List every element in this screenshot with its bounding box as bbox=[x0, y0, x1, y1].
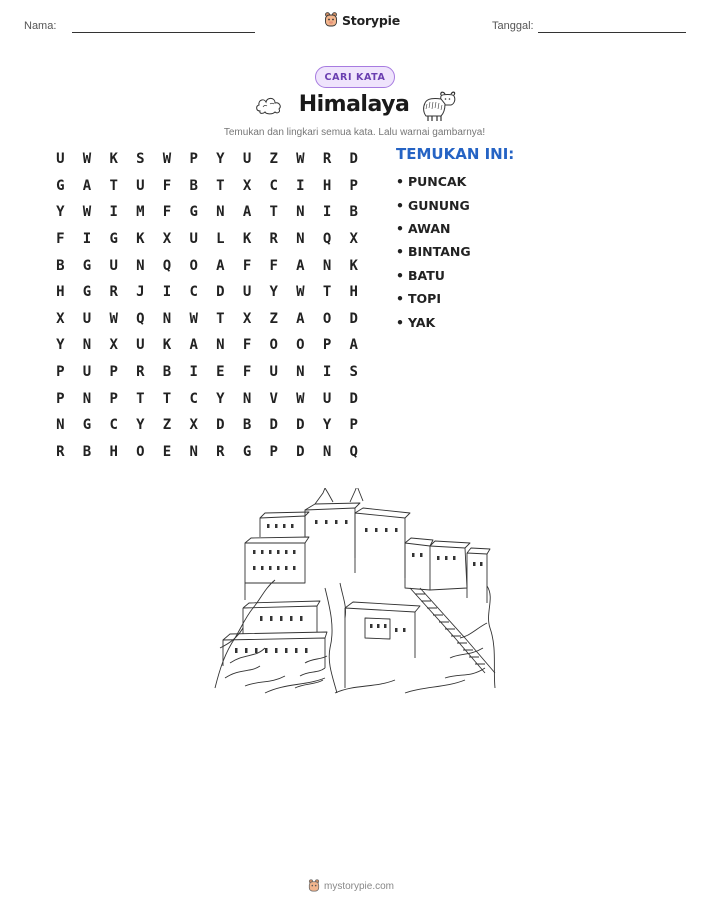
grid-cell[interactable]: G bbox=[82, 284, 92, 301]
grid-cell[interactable]: K bbox=[162, 337, 172, 354]
date-line[interactable] bbox=[538, 32, 686, 33]
grid-cell[interactable]: W bbox=[189, 310, 198, 327]
word-list-item bbox=[396, 240, 471, 263]
grid-cell[interactable]: C bbox=[189, 390, 198, 407]
grid-cell[interactable]: G bbox=[82, 417, 92, 434]
grid-row bbox=[47, 332, 367, 359]
grid-cell[interactable]: V bbox=[269, 390, 278, 407]
grid-cell[interactable]: O bbox=[136, 443, 145, 460]
grid-cell[interactable]: B bbox=[56, 257, 65, 274]
grid-cell[interactable]: P bbox=[109, 390, 118, 407]
grid-cell[interactable]: W bbox=[82, 151, 92, 168]
grid-cell[interactable]: U bbox=[189, 231, 198, 248]
grid-cell[interactable]: D bbox=[349, 390, 358, 407]
grid-cell[interactable]: H bbox=[322, 177, 332, 194]
grid-cell[interactable]: X bbox=[349, 231, 358, 248]
palace-illustration bbox=[205, 488, 505, 698]
grid-cell[interactable]: A bbox=[242, 204, 252, 221]
grid-cell[interactable]: N bbox=[322, 257, 332, 274]
grid-cell[interactable]: F bbox=[242, 364, 252, 381]
grid-cell[interactable]: I bbox=[322, 364, 332, 381]
grid-cell[interactable]: A bbox=[82, 177, 92, 194]
grid-row bbox=[47, 226, 367, 253]
grid-cell[interactable]: F bbox=[162, 204, 172, 221]
grid-cell[interactable]: D bbox=[216, 284, 225, 301]
grid-cell[interactable]: N bbox=[162, 310, 172, 327]
bullet-icon: • bbox=[396, 174, 404, 190]
grid-cell[interactable]: C bbox=[269, 177, 278, 194]
grid-cell[interactable]: M bbox=[136, 204, 145, 221]
grid-cell[interactable]: C bbox=[109, 417, 118, 434]
grid-cell[interactable]: A bbox=[216, 257, 225, 274]
grid-cell[interactable]: D bbox=[349, 310, 358, 327]
grid-cell[interactable]: N bbox=[82, 390, 92, 407]
name-label: Nama: bbox=[24, 20, 57, 32]
grid-cell[interactable]: T bbox=[216, 177, 225, 194]
bullet-icon: • bbox=[396, 220, 404, 236]
grid-cell[interactable]: P bbox=[322, 337, 332, 354]
grid-cell[interactable]: K bbox=[242, 231, 252, 248]
grid-cell[interactable]: K bbox=[109, 151, 118, 168]
yak-icon bbox=[421, 90, 457, 122]
grid-cell[interactable]: P bbox=[109, 364, 118, 381]
grid-cell[interactable]: I bbox=[189, 364, 198, 381]
grid-row bbox=[47, 173, 367, 200]
grid-cell[interactable]: S bbox=[136, 151, 145, 168]
grid-cell[interactable]: P bbox=[189, 151, 198, 168]
word-label: GUNUNG bbox=[408, 197, 470, 213]
grid-cell[interactable]: D bbox=[296, 417, 305, 434]
word-label: PUNCAK bbox=[408, 174, 467, 190]
grid-cell[interactable]: A bbox=[296, 257, 305, 274]
word-search-grid[interactable] bbox=[47, 146, 367, 465]
grid-cell[interactable]: Q bbox=[349, 443, 358, 460]
grid-cell[interactable]: T bbox=[136, 390, 145, 407]
word-label: BINTANG bbox=[408, 244, 471, 260]
grid-cell[interactable]: U bbox=[136, 337, 145, 354]
grid-cell[interactable]: N bbox=[322, 443, 332, 460]
grid-cell[interactable]: F bbox=[56, 231, 65, 248]
grid-cell[interactable]: N bbox=[296, 204, 305, 221]
grid-cell[interactable]: D bbox=[216, 417, 225, 434]
grid-cell[interactable]: R bbox=[109, 284, 118, 301]
grid-cell[interactable]: O bbox=[322, 310, 332, 327]
grid-cell[interactable]: Z bbox=[269, 151, 278, 168]
grid-cell[interactable]: Q bbox=[322, 231, 332, 248]
grid-cell[interactable]: Y bbox=[216, 151, 225, 168]
grid-cell[interactable]: R bbox=[269, 231, 278, 248]
grid-cell[interactable]: N bbox=[136, 257, 145, 274]
grid-cell[interactable]: B bbox=[349, 204, 358, 221]
grid-cell[interactable]: C bbox=[189, 284, 198, 301]
grid-cell[interactable]: W bbox=[162, 151, 172, 168]
grid-cell[interactable]: Z bbox=[162, 417, 172, 434]
bullet-icon: • bbox=[396, 197, 404, 213]
grid-cell[interactable]: A bbox=[349, 337, 358, 354]
grid-cell[interactable]: B bbox=[189, 177, 198, 194]
grid-cell[interactable]: I bbox=[322, 204, 332, 221]
grid-cell[interactable]: X bbox=[162, 231, 172, 248]
grid-cell[interactable]: U bbox=[269, 364, 278, 381]
grid-cell[interactable]: Y bbox=[56, 204, 65, 221]
grid-cell[interactable]: S bbox=[349, 364, 358, 381]
grid-cell[interactable]: O bbox=[269, 337, 278, 354]
grid-cell[interactable]: W bbox=[296, 151, 305, 168]
grid-cell[interactable]: X bbox=[109, 337, 118, 354]
word-list bbox=[396, 170, 471, 334]
grid-cell[interactable]: R bbox=[216, 443, 225, 460]
grid-cell[interactable]: H bbox=[56, 284, 65, 301]
storypie-mascot-icon bbox=[308, 879, 320, 893]
grid-cell[interactable]: P bbox=[56, 390, 65, 407]
storypie-mascot-icon bbox=[324, 12, 338, 28]
grid-cell[interactable]: R bbox=[56, 443, 65, 460]
grid-cell[interactable]: N bbox=[216, 337, 225, 354]
grid-cell[interactable]: P bbox=[349, 417, 358, 434]
grid-cell[interactable]: O bbox=[296, 337, 305, 354]
grid-cell[interactable]: P bbox=[56, 364, 65, 381]
grid-cell[interactable]: I bbox=[82, 231, 92, 248]
grid-cell[interactable]: X bbox=[242, 310, 252, 327]
grid-cell[interactable]: J bbox=[136, 284, 145, 301]
grid-cell[interactable]: W bbox=[109, 310, 118, 327]
grid-cell[interactable]: F bbox=[242, 257, 252, 274]
grid-cell[interactable]: D bbox=[349, 151, 358, 168]
word-list-item bbox=[396, 193, 471, 216]
word-label: AWAN bbox=[408, 220, 451, 236]
grid-cell[interactable]: T bbox=[162, 390, 172, 407]
grid-cell[interactable]: N bbox=[242, 390, 252, 407]
grid-cell[interactable]: R bbox=[136, 364, 145, 381]
instructions bbox=[0, 127, 709, 138]
grid-cell[interactable]: N bbox=[216, 204, 225, 221]
word-list-item bbox=[396, 287, 471, 310]
brand-name: Storypie bbox=[342, 12, 400, 28]
grid-cell[interactable]: Y bbox=[56, 337, 65, 354]
grid-cell[interactable]: N bbox=[82, 337, 92, 354]
grid-cell[interactable]: U bbox=[56, 151, 65, 168]
grid-cell[interactable]: R bbox=[322, 151, 332, 168]
grid-cell[interactable]: U bbox=[136, 177, 145, 194]
cloud-icon bbox=[254, 94, 284, 116]
grid-cell[interactable]: G bbox=[189, 204, 198, 221]
grid-cell[interactable]: Z bbox=[269, 310, 278, 327]
grid-cell[interactable]: U bbox=[242, 284, 252, 301]
bullet-icon: • bbox=[396, 291, 404, 307]
bullet-icon: • bbox=[396, 314, 404, 330]
grid-cell[interactable]: F bbox=[162, 177, 172, 194]
bullet-icon: • bbox=[396, 267, 404, 283]
grid-row bbox=[47, 359, 367, 386]
grid-cell[interactable]: N bbox=[296, 231, 305, 248]
instructions-text: Temukan dan lingkari semua kata. Lalu warnai gambarnya! bbox=[223, 127, 486, 138]
grid-cell[interactable]: L bbox=[216, 231, 225, 248]
grid-row bbox=[47, 385, 367, 412]
footer-url[interactable]: mystorypie.com bbox=[324, 880, 395, 892]
grid-cell[interactable]: N bbox=[296, 364, 305, 381]
grid-row bbox=[47, 439, 367, 466]
grid-cell[interactable]: W bbox=[82, 204, 92, 221]
grid-row bbox=[47, 412, 367, 439]
date-label: Tanggal: bbox=[492, 20, 534, 32]
grid-cell[interactable]: G bbox=[109, 231, 118, 248]
grid-cell[interactable]: U bbox=[109, 257, 118, 274]
grid-cell[interactable]: Y bbox=[216, 390, 225, 407]
grid-cell[interactable]: E bbox=[162, 443, 172, 460]
grid-cell[interactable]: U bbox=[82, 310, 92, 327]
word-list-item bbox=[396, 264, 471, 287]
grid-cell[interactable]: Q bbox=[162, 257, 172, 274]
grid-cell[interactable]: F bbox=[242, 337, 252, 354]
grid-cell[interactable]: Y bbox=[322, 417, 332, 434]
grid-cell[interactable]: G bbox=[82, 257, 92, 274]
grid-cell[interactable]: G bbox=[56, 177, 65, 194]
grid-cell[interactable]: O bbox=[189, 257, 198, 274]
grid-cell[interactable]: D bbox=[269, 417, 278, 434]
word-label: BATU bbox=[408, 267, 445, 283]
grid-cell[interactable]: W bbox=[296, 390, 305, 407]
grid-cell[interactable]: K bbox=[136, 231, 145, 248]
grid-cell[interactable]: N bbox=[56, 417, 65, 434]
grid-cell[interactable]: H bbox=[349, 284, 358, 301]
grid-cell[interactable]: P bbox=[269, 443, 278, 460]
brand-logo bbox=[324, 12, 400, 28]
grid-cell[interactable]: U bbox=[82, 364, 92, 381]
grid-cell[interactable]: Y bbox=[269, 284, 278, 301]
grid-row bbox=[47, 306, 367, 333]
grid-cell[interactable]: H bbox=[109, 443, 118, 460]
grid-cell[interactable]: X bbox=[189, 417, 198, 434]
grid-cell[interactable]: K bbox=[349, 257, 358, 274]
name-line[interactable] bbox=[72, 32, 255, 33]
grid-cell[interactable]: A bbox=[296, 310, 305, 327]
grid-cell[interactable]: D bbox=[296, 443, 305, 460]
grid-cell[interactable]: Y bbox=[136, 417, 145, 434]
grid-cell[interactable]: I bbox=[162, 284, 172, 301]
grid-cell[interactable]: G bbox=[242, 443, 252, 460]
grid-cell[interactable]: I bbox=[109, 204, 118, 221]
word-label: YAK bbox=[408, 314, 436, 330]
grid-cell[interactable]: A bbox=[189, 337, 198, 354]
word-list-item bbox=[396, 310, 471, 333]
page-title: Himalaya bbox=[298, 92, 410, 117]
grid-cell[interactable]: N bbox=[189, 443, 198, 460]
grid-cell[interactable]: B bbox=[162, 364, 172, 381]
footer bbox=[308, 879, 394, 893]
grid-cell[interactable]: T bbox=[322, 284, 332, 301]
grid-row bbox=[47, 199, 367, 226]
grid-cell[interactable]: P bbox=[349, 177, 358, 194]
word-label: TOPI bbox=[408, 291, 441, 307]
grid-cell[interactable]: T bbox=[269, 204, 278, 221]
grid-cell[interactable]: B bbox=[242, 417, 252, 434]
grid-cell[interactable]: I bbox=[296, 177, 305, 194]
bullet-icon: • bbox=[396, 244, 404, 260]
grid-cell[interactable]: F bbox=[269, 257, 278, 274]
grid-cell[interactable]: U bbox=[242, 151, 252, 168]
word-list-item bbox=[396, 217, 471, 240]
word-list-title: TEMUKAN INI: bbox=[396, 145, 515, 163]
grid-row bbox=[47, 279, 367, 306]
grid-cell[interactable]: X bbox=[242, 177, 252, 194]
grid-cell[interactable]: E bbox=[216, 364, 225, 381]
word-list-item bbox=[396, 170, 471, 193]
grid-row bbox=[47, 146, 367, 173]
grid-row bbox=[47, 252, 367, 279]
grid-cell[interactable]: X bbox=[56, 310, 65, 327]
grid-cell[interactable]: T bbox=[109, 177, 118, 194]
grid-cell[interactable]: B bbox=[82, 443, 92, 460]
grid-cell[interactable]: U bbox=[322, 390, 332, 407]
grid-cell[interactable]: W bbox=[296, 284, 305, 301]
grid-cell[interactable]: T bbox=[216, 310, 225, 327]
grid-cell[interactable]: Q bbox=[136, 310, 145, 327]
activity-badge: CARI KATA bbox=[315, 66, 395, 88]
